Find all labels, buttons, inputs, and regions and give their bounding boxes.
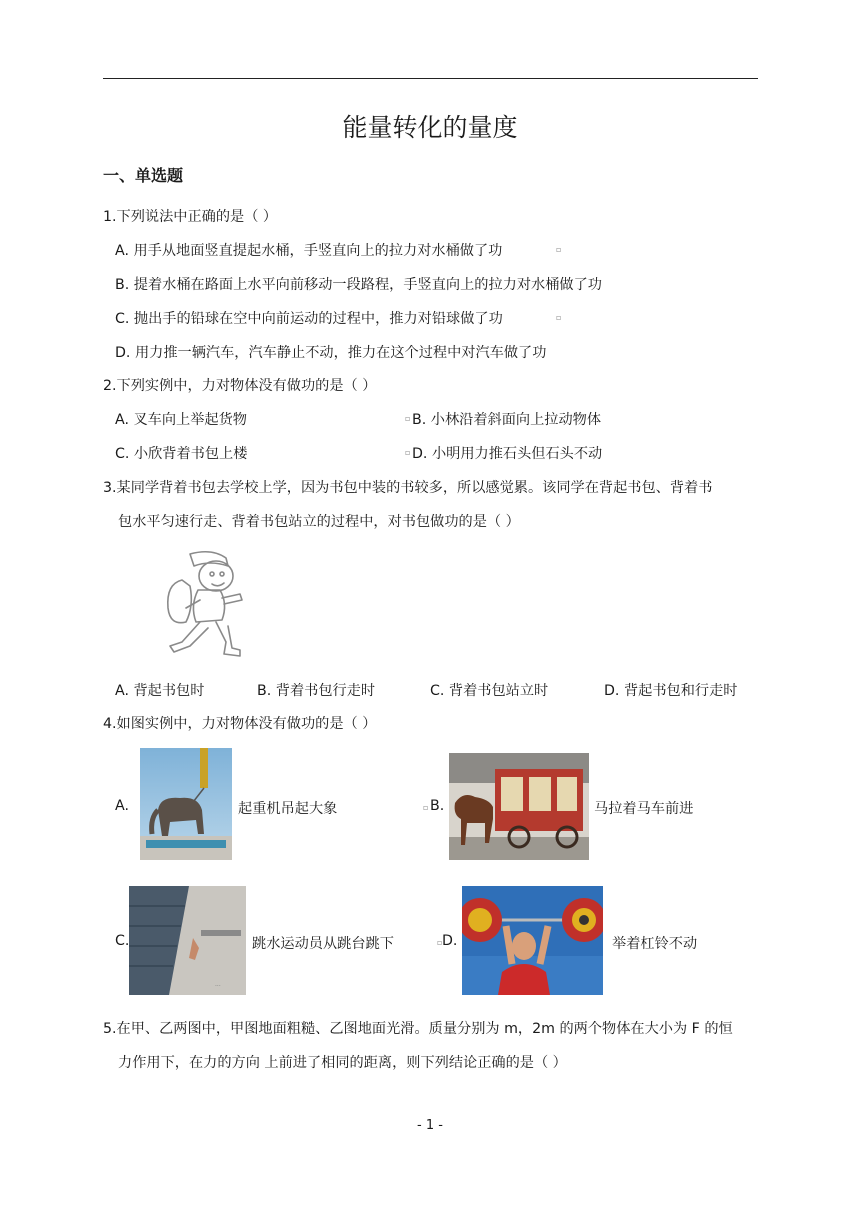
question-1-option-a: A. 用手从地面竖直提起水桶，手竖直向上的拉力对水桶做了功 bbox=[115, 243, 503, 259]
question-4-option-d-caption: 举着杠铃不动 bbox=[612, 936, 698, 952]
question-1-option-c: C. 抛出手的铅球在空中向前运动的过程中，推力对铅球做了功 bbox=[115, 311, 503, 327]
marker-dot: ▫ bbox=[556, 245, 562, 254]
question-2-option-d: D. 小明用力推石头但石头不动 bbox=[412, 446, 603, 462]
marker-dot: ▫ bbox=[405, 414, 411, 423]
question-4-option-a-caption: 起重机吊起大象 bbox=[238, 801, 338, 817]
question-2-stem: 2.下列实例中，力对物体没有做功的是（ ） bbox=[103, 378, 377, 394]
question-5-stem-line1: 5.在甲、乙两图中，甲图地面粗糙、乙图地面光滑。质量分别为 m，2m 的两个物体在大小为 F 的恒 bbox=[103, 1021, 733, 1037]
document-title: 能量转化的量度 bbox=[342, 113, 518, 142]
weightlifter-holding-barbell-photo bbox=[462, 886, 603, 995]
question-3-stem-line2: 包水平匀速行走、背着书包站立的过程中，对书包做功的是（ ） bbox=[118, 514, 520, 530]
student-with-backpack-illustration bbox=[160, 546, 250, 662]
section-heading: 一、单选题 bbox=[103, 166, 184, 185]
marker-dot: ▫ bbox=[405, 448, 411, 457]
question-2-option-c: C. 小欣背着书包上楼 bbox=[115, 446, 248, 462]
question-3-option-a: A. 背起书包时 bbox=[115, 683, 205, 699]
header-rule bbox=[103, 78, 758, 79]
question-4-option-b-letter: B. bbox=[430, 798, 445, 814]
marker-dot: ▫ bbox=[437, 938, 443, 947]
question-1-stem: 1.下列说法中正确的是（ ） bbox=[103, 209, 278, 225]
question-4-option-c-letter: C. bbox=[115, 933, 130, 949]
svg-text:···: ··· bbox=[215, 983, 221, 990]
question-4-option-a-letter: A. bbox=[115, 798, 129, 814]
question-1-option-d: D. 用力推一辆汽车，汽车静止不动，推力在这个过程中对汽车做了功 bbox=[115, 345, 547, 361]
question-3-stem-line1: 3.某同学背着书包去学校上学，因为书包中装的书较多，所以感觉累。该同学在背起书包、背着书 bbox=[103, 480, 713, 496]
crane-lifting-elephant-photo bbox=[140, 748, 232, 860]
marker-dot: ▫ bbox=[556, 313, 562, 322]
question-4-option-b-caption: 马拉着马车前进 bbox=[594, 801, 694, 817]
question-2-option-b: B. 小林沿着斜面向上拉动物体 bbox=[412, 412, 602, 428]
question-3-option-d: D. 背起书包和行走时 bbox=[604, 683, 738, 699]
diver-jumping-from-platform-photo bbox=[129, 886, 246, 995]
question-3-option-c: C. 背着书包站立时 bbox=[430, 683, 549, 699]
question-3-option-b: B. 背着书包行走时 bbox=[257, 683, 376, 699]
marker-dot: ▫ bbox=[423, 803, 429, 812]
question-5-stem-line2: 力作用下，在力的方向 上前进了相同的距离，则下列结论正确的是（ ） bbox=[118, 1055, 567, 1071]
question-4-stem: 4.如图实例中，力对物体没有做功的是（ ） bbox=[103, 716, 377, 732]
question-4-option-d-letter: D. bbox=[442, 933, 458, 949]
horse-pulling-carriage-photo bbox=[449, 753, 589, 860]
question-1-option-b: B. 提着水桶在路面上水平向前移动一段路程，手竖直向上的拉力对水桶做了功 bbox=[115, 277, 602, 293]
page-number: - 1 - bbox=[417, 1118, 443, 1133]
question-2-option-a: A. 叉车向上举起货物 bbox=[115, 412, 247, 428]
question-4-option-c-caption: 跳水运动员从跳台跳下 bbox=[252, 936, 394, 952]
